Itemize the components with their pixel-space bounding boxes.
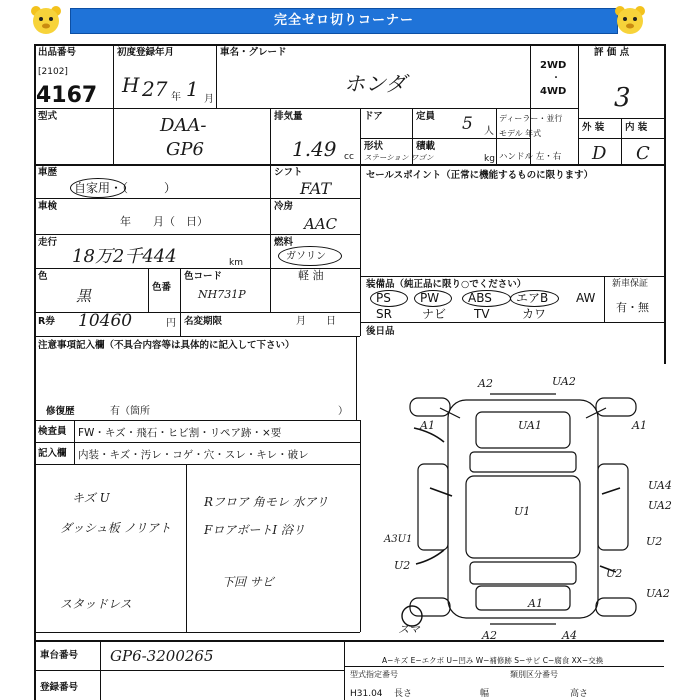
capacity-unit: 人: [484, 126, 494, 137]
model-value-2: GP6: [166, 139, 204, 160]
chassis-label: 車台番号: [40, 650, 79, 661]
equipment-item: TV: [474, 307, 490, 321]
warranty-value: 有・無: [616, 301, 649, 314]
exterior-value: D: [592, 143, 607, 164]
remark-line-6: 下回 サビ: [222, 575, 274, 589]
damage-label: UA2: [646, 587, 670, 600]
grade-value: 3: [614, 83, 631, 113]
shift-value: FAT: [300, 179, 332, 198]
first-reg-month: 1: [186, 77, 199, 101]
first-reg-month-unit: 月: [204, 94, 214, 105]
lot-label: 出品番号: [38, 47, 77, 58]
banner-title: 完全ゼロ切りコーナー: [70, 8, 618, 34]
fuel-label: 燃料: [274, 237, 294, 248]
equipment-circle: [414, 290, 452, 307]
damage-legend: A−キズ E−エクボ U−凹み W−補修跡 S−サビ C−腐食 XX−交換: [382, 656, 604, 665]
mascot-bear-icon: [612, 4, 648, 38]
inspector-items: FW・キズ・飛石・ヒビ割・リペア跡・×要: [78, 427, 282, 439]
equipment-circle: [510, 290, 559, 307]
fuel-diesel: 軽 油: [298, 269, 324, 282]
displacement-label: 排気量: [274, 111, 303, 122]
equipment-item: カワ: [522, 307, 547, 321]
damage-label: UA2: [552, 375, 576, 388]
entry-items: 内装・キズ・汚レ・コゲ・穴・スレ・キレ・破レ: [78, 449, 309, 461]
model-label: 型式: [38, 111, 58, 122]
remark-line-3: スタッドレス: [60, 597, 132, 611]
lot-sub: [2102]: [38, 67, 68, 77]
chassis-value: GP6-3200265: [110, 647, 214, 665]
displacement-unit: cc: [344, 152, 354, 162]
damage-label: UA1: [518, 419, 542, 432]
height-label: 高さ: [570, 689, 589, 699]
car-name-label: 車名・グレード: [220, 47, 287, 58]
drive-dot: ・: [551, 73, 561, 84]
width-label: 幅: [480, 689, 490, 699]
inspection-label: 車検: [38, 201, 58, 212]
history-circle: [70, 178, 126, 198]
displacement-value: 1.49: [292, 137, 337, 161]
grade-label: 評 価 点: [594, 47, 630, 58]
remark-line-1: キズ U: [72, 491, 110, 505]
car-name-value: ホンダ: [344, 72, 407, 96]
equipment-item: PS: [376, 291, 391, 305]
lot-number: 4167: [36, 83, 98, 108]
name-change-value: 月 日: [296, 316, 336, 327]
header-banner: [0, 0, 700, 42]
history-value: 自家用・（ ）: [74, 181, 177, 195]
remark-line-5: FロアボートI 浴リ: [204, 523, 305, 537]
handle-label: ハンドル 左・右: [499, 152, 562, 162]
inspection-value: 年 月（ 日）: [120, 215, 208, 228]
capacity-value: 5: [462, 114, 473, 134]
damage-label: A2: [478, 377, 493, 390]
drive-4wd: 4WD: [540, 86, 567, 97]
equipment-item: PW: [420, 291, 440, 305]
frame-top: [34, 44, 666, 46]
damage-label: A1: [528, 597, 543, 610]
frame-right: [664, 44, 666, 164]
color-code-label: 色コード: [184, 271, 223, 282]
dealer-label: ディーラー・並行: [499, 114, 563, 123]
mileage-label: 走行: [38, 237, 58, 248]
damage-label: UA2: [648, 499, 672, 512]
drive-2wd: 2WD: [540, 60, 567, 71]
damage-label: A2: [482, 629, 497, 642]
shape-label: 形状: [364, 141, 384, 152]
damage-label: U2: [394, 559, 411, 572]
notes-label: 注意事項記入欄（不具合内容等は具体的に記入して下さい）: [38, 340, 295, 351]
equipment-item: SR: [376, 307, 392, 321]
inspector-label: 検査員: [38, 426, 67, 437]
interior-value: C: [636, 143, 650, 164]
damage-label: スマ: [398, 623, 420, 636]
recycle-value: 10460: [78, 311, 133, 331]
aircon-value: AAC: [304, 215, 338, 233]
name-change-label: 名変期限: [184, 316, 223, 327]
damage-label: A1: [420, 419, 435, 432]
mascot-bear-icon: [28, 4, 64, 38]
mileage-value: 18万2千444: [72, 246, 177, 267]
load-unit: kg: [484, 154, 495, 164]
interior-label: 内 装: [625, 122, 648, 133]
mileage-unit: km: [229, 258, 243, 268]
color-value: 黒: [76, 287, 92, 305]
category-number-label: 類別区分番号: [510, 670, 558, 679]
exterior-label: 外 装: [582, 122, 605, 133]
fuel-circle: [278, 246, 342, 266]
equipment-label: 装備品（純正品に限り○でください）: [366, 279, 527, 290]
shift-label: シフト: [274, 167, 303, 178]
damage-label: UA4: [648, 479, 672, 492]
first-reg-label: 初度登録年月: [117, 47, 175, 58]
shape-value: ステーション ワゴン: [364, 153, 434, 162]
length-label: 長さ: [394, 689, 413, 699]
repair-label: 修復歴: [46, 406, 75, 417]
repair-value: 有（箇所: [110, 406, 150, 417]
damage-label: U2: [646, 535, 663, 548]
warranty-label: 新車保証: [612, 279, 649, 289]
damage-label: A4: [562, 629, 577, 642]
recycle-label: R券: [38, 316, 55, 327]
type-designation-label: 型式指定番号: [350, 670, 398, 679]
first-reg-year-unit: 年: [171, 92, 181, 103]
doors-label: ドア: [364, 111, 383, 122]
color-number-label: 色番: [152, 282, 172, 293]
aircon-label: 冷房: [274, 201, 294, 212]
first-reg-era: H: [122, 73, 140, 97]
equipment-item: AW: [576, 291, 596, 305]
damage-label: U2: [606, 567, 623, 580]
equipment-circle: [370, 290, 408, 307]
model-value-1: DAA-: [160, 115, 207, 136]
equipment-item: エアB: [516, 291, 549, 305]
rear-items-label: 後日品: [366, 326, 395, 337]
remark-line-4: Rフロア 角モレ 水アリ: [204, 495, 329, 509]
equipment-circle: [462, 290, 511, 307]
registration-label: 登録番号: [40, 682, 79, 693]
equipment-item: ABS: [468, 291, 492, 305]
capacity-label: 定員: [416, 111, 436, 122]
entry-label: 記入欄: [38, 448, 67, 459]
model-year-label: モデル 年式: [499, 129, 542, 138]
date-value: H31.04: [350, 689, 383, 699]
damage-label: U1: [514, 505, 531, 518]
fuel-gasoline: ガソリン: [286, 251, 326, 262]
remark-line-2: ダッシュ板 ノリアト: [60, 521, 172, 535]
sales-point-label: セールスポイント（正常に機能するものに限ります）: [366, 170, 594, 181]
frame-left: [34, 44, 36, 700]
recycle-unit: 円: [166, 318, 176, 329]
equipment-item: ナビ: [422, 307, 447, 321]
color-code-value: NH731P: [198, 288, 246, 301]
color-label: 色: [38, 271, 48, 282]
history-label: 車歴: [38, 167, 58, 178]
first-reg-year: 27: [142, 77, 168, 101]
damage-label: A3U1: [384, 534, 413, 545]
damage-label: A1: [632, 419, 647, 432]
load-label: 積載: [416, 141, 436, 152]
